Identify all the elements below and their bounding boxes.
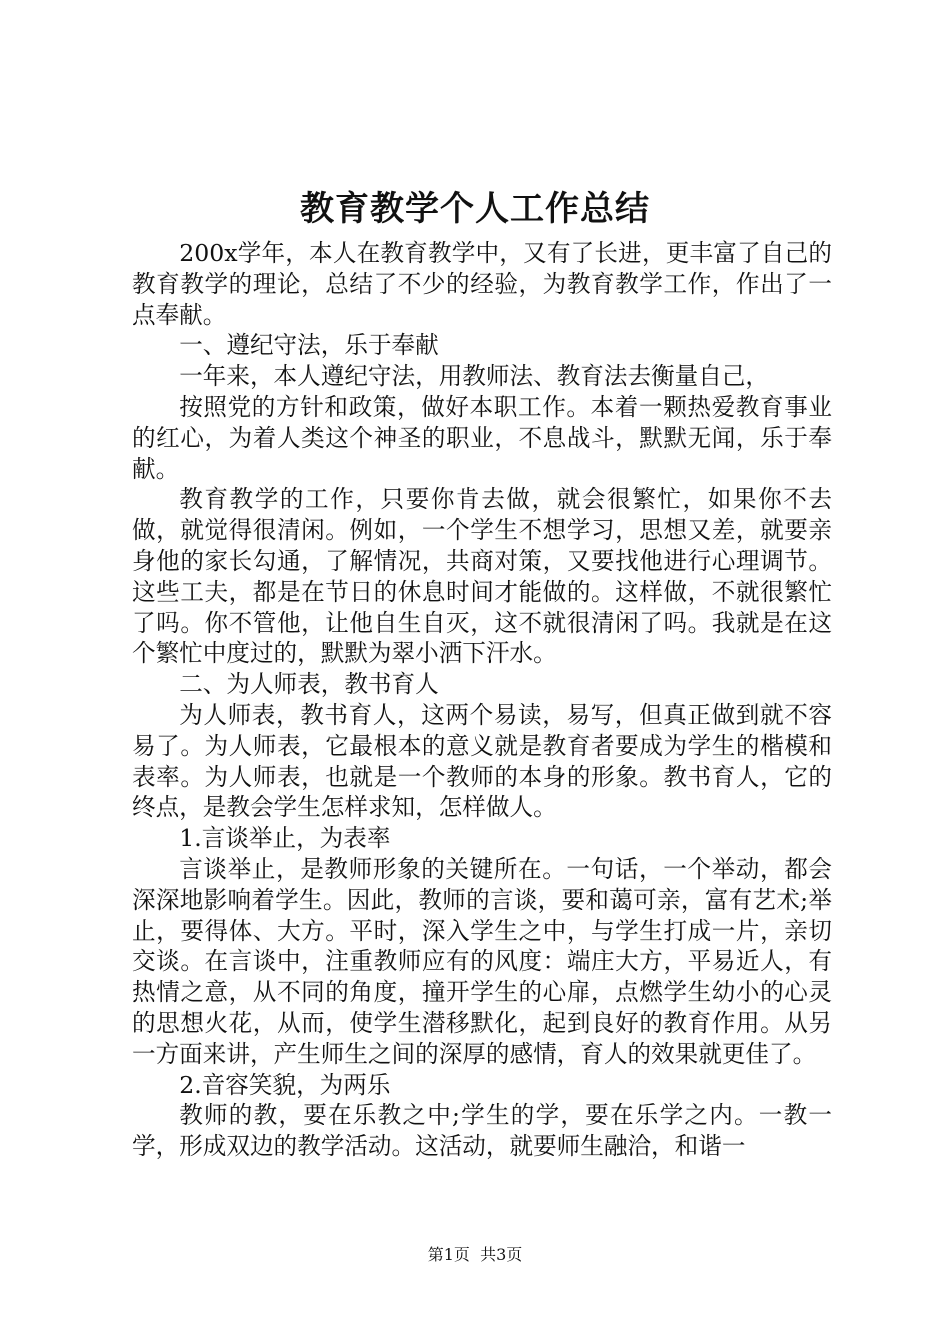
section-heading-1: 一、遵纪守法，乐于奉献 bbox=[179, 331, 439, 360]
section-heading-2: 二、为人师表，教书育人 bbox=[179, 670, 439, 699]
page-footer: 第1页 共3页 bbox=[427, 1245, 523, 1264]
document-title: 教育教学个人工作总结 bbox=[300, 189, 650, 229]
subsection-heading-2: 2.音容笑貌，为两乐 bbox=[179, 1070, 391, 1099]
paragraph: 一年来，本人遵纪守法，用教师法、教育法去衡量自己， bbox=[179, 362, 770, 391]
document-body bbox=[132, 238, 832, 1162]
paragraph: 为人师表，教书育人，这两个易读，易写，但真正做到就不容易了。为人师表，它最根本的意义就是教育者要成为学生的楷模和表率。为人师表，也就是一个教师的本身的形象。教书育人，它的终点，是教会学生怎样求知，怎样做人。 bbox=[132, 700, 832, 822]
paragraph: 教师的教，要在乐教之中;学生的学，要在乐学之内。一教一学，形成双边的教学活动。这活动，就要师生融洽，和谐一 bbox=[132, 1101, 832, 1161]
paragraph: 言谈举止，是教师形象的关键所在。一句话，一个举动，都会深深地影响着学生。因此，教师的言谈，要和蔼可亲，富有艺术;举止，要得体、大方。平时，深入学生之中，与学生打成一片，亲切交谈。在言谈中，注重教师应有的风度：端庄大方，平易近人，有热情之意，从不同的角度，撞开学生的心扉，点燃学生幼小的心灵的思想火花，从而，使学生潜移默化，起到良好的教育作用。从另一方面来讲，产生师生之间的深厚的感情，育人的效果就更佳了。 bbox=[132, 854, 832, 1068]
subsection-heading-1: 1.言谈举止，为表率 bbox=[179, 824, 391, 853]
paragraph-intro: 200x学年，本人在教育教学中，又有了长进，更丰富了自己的教育教学的理论，总结了不少的经验，为教育教学工作，作出了一点奉献。 bbox=[132, 239, 832, 329]
paragraph: 教育教学的工作，只要你肯去做，就会很繁忙，如果你不去做，就觉得很清闲。例如，一个学生不想学习，思想又差，就要亲身他的家长勾通，了解情况，共商对策，又要找他进行心理调节。这些工夫，都是在节日的休息时间才能做的。这样做，不就很繁忙了吗。你不管他，让他自生自灭，这不就很清闲了吗。我就是在这个繁忙中度过的，默默为翠小洒下汗水。 bbox=[132, 485, 832, 668]
paragraph: 按照党的方针和政策，做好本职工作。本着一颗热爱教育事业的红心，为着人类这个神圣的职业，不息战斗，默默无闻，乐于奉献。 bbox=[132, 392, 832, 483]
